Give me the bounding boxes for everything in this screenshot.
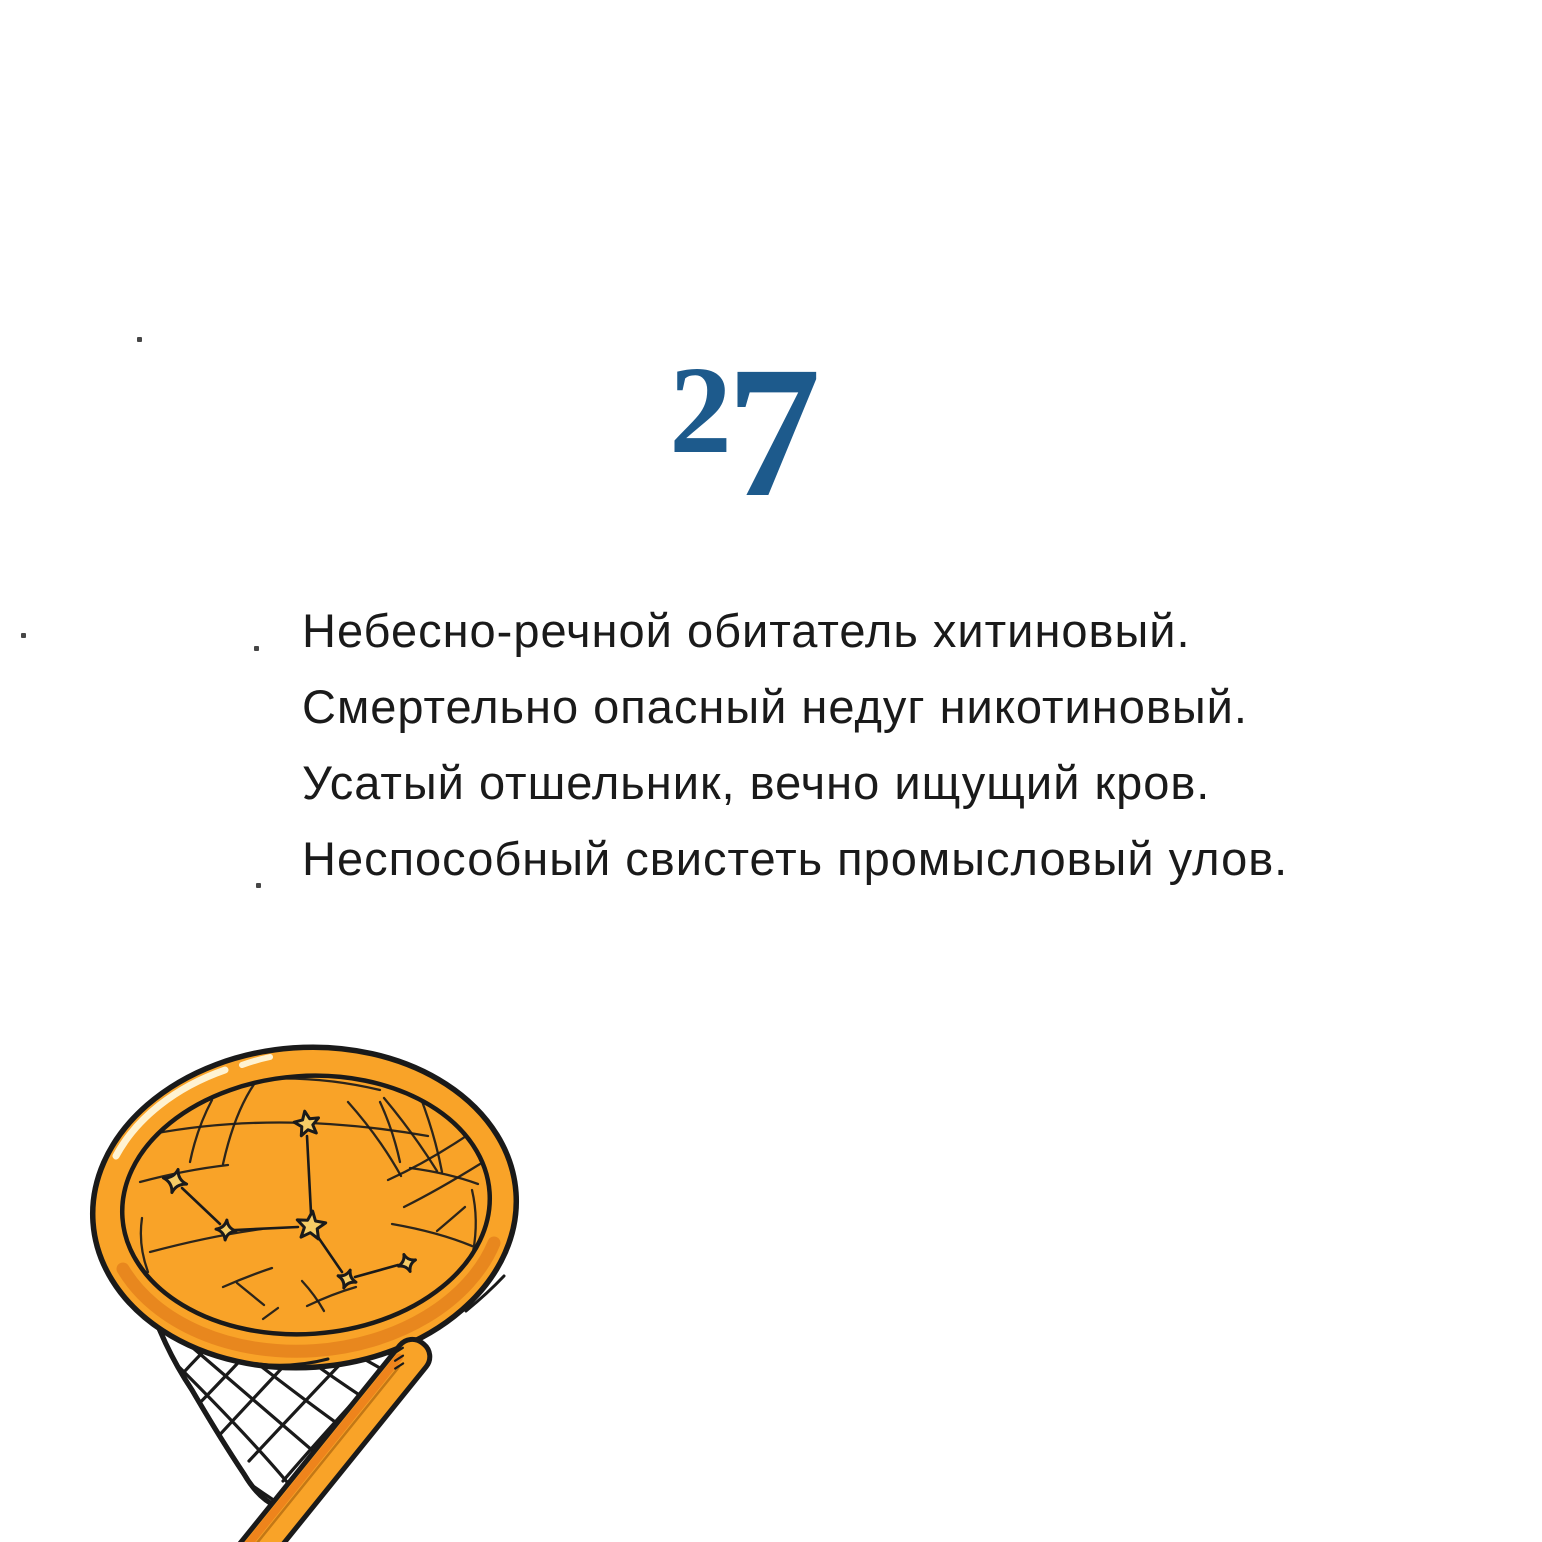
riddle-number-digit-tens: 2 <box>669 342 732 480</box>
riddle-number-digit-ones: 7 <box>726 327 821 536</box>
riddle-number <box>0 327 1542 536</box>
riddle-number-digits <box>669 327 821 536</box>
riddle-line-2: Смертельно опасный недуг никотиновый. <box>302 680 1248 733</box>
riddle-line-4: Неспособный свистеть промысловый улов. <box>302 832 1289 885</box>
dust-speck <box>256 883 261 888</box>
dust-speck <box>21 633 26 638</box>
butterfly-net-illustration <box>80 1040 640 1542</box>
dust-speck <box>254 646 259 651</box>
riddle-line-3: Усатый отшельник, вечно ищущий кров. <box>302 756 1211 809</box>
riddle-line-1: Небесно-речной обитатель хитиновый. <box>302 604 1191 657</box>
riddle-text <box>302 593 1288 897</box>
dust-speck <box>137 337 142 342</box>
